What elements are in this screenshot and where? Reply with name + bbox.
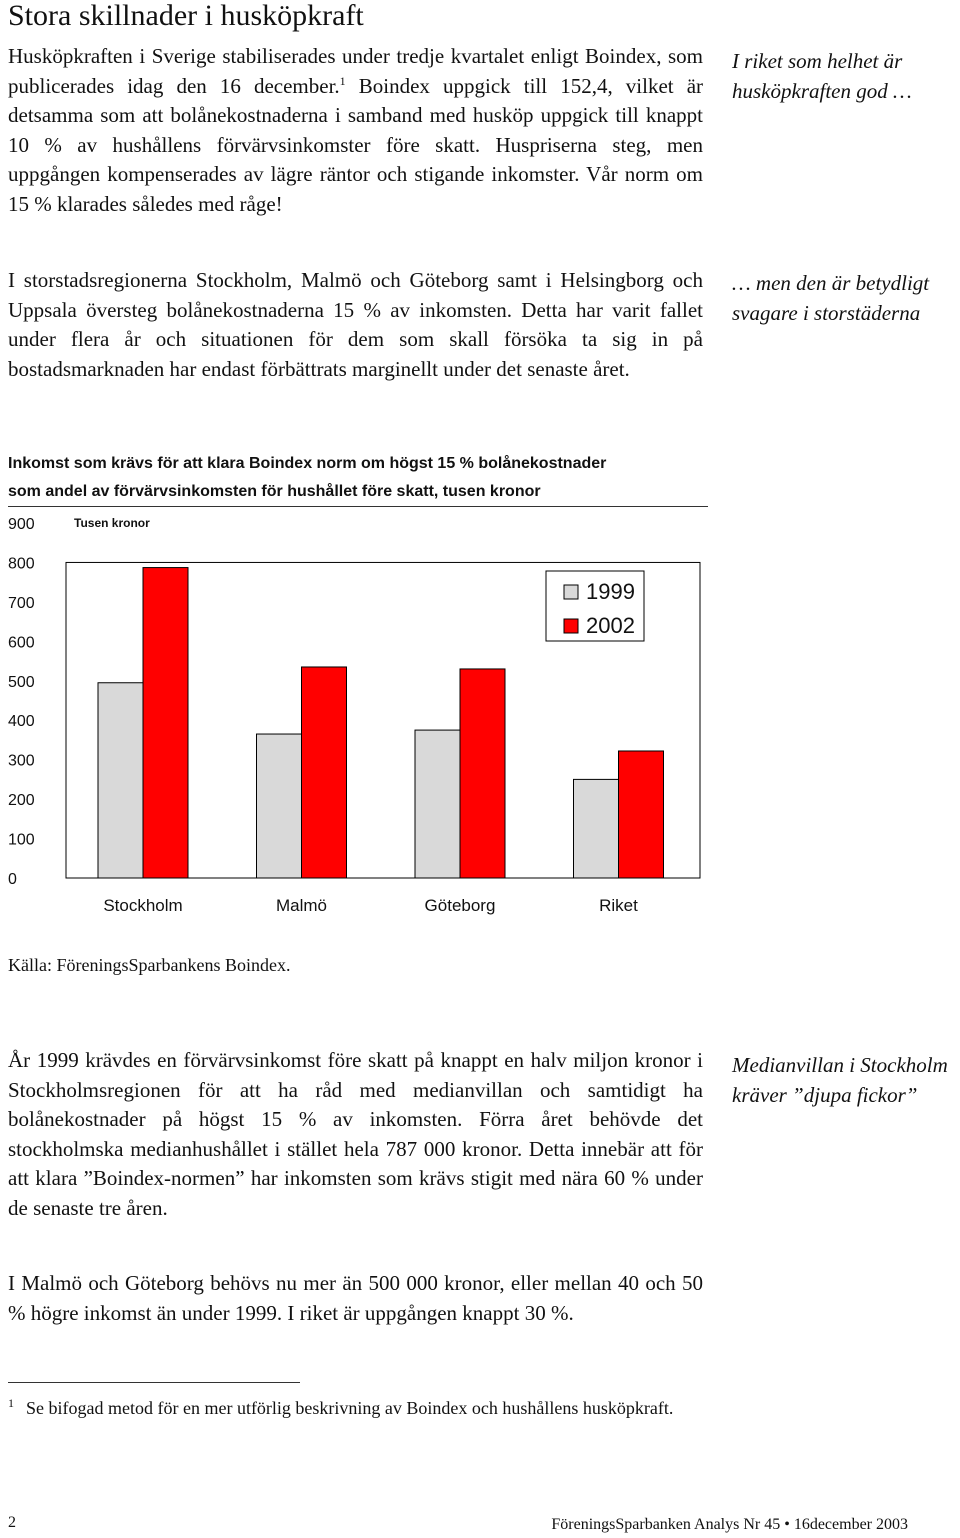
regions-paragraph: I storstadsregionerna Stockholm, Malmö och Göteborg samt i Helsingborg och Uppsala översteg bolånekostnaderna 15 % av inkomsten. Detta har varit fallet under flera år och situationen för dem som skall försöka ta sig in på bostadsmarknaden har endast förbättrats marginellt under det senaste året. bbox=[8, 268, 703, 381]
x-tick-label: Riket bbox=[599, 896, 638, 915]
y-tick-label: 300 bbox=[8, 752, 35, 770]
footnote bbox=[8, 1390, 688, 1422]
y-tick-label: 100 bbox=[8, 831, 35, 849]
margin-note-riket: I riket som helhet är husköpkraften god … bbox=[732, 49, 912, 103]
bar-2002-0 bbox=[143, 568, 188, 878]
bar-2002-1 bbox=[302, 667, 347, 878]
y-tick-label: 800 bbox=[8, 555, 35, 573]
bar-1999-2 bbox=[415, 730, 460, 878]
y-tick-label: 600 bbox=[8, 634, 35, 652]
legend-swatch bbox=[564, 619, 578, 633]
x-tick-label: Göteborg bbox=[424, 896, 496, 915]
footnote-divider bbox=[8, 1382, 300, 1383]
legend-label: 2002 bbox=[586, 613, 635, 638]
margin-note-medianvillan: Medianvillan i Stockholm kräver ”djupa fickor” bbox=[732, 1053, 948, 1107]
chart-heading-line1: Inkomst som krävs för att klara Boindex norm om högst 15 % bolånekostnader bbox=[8, 455, 607, 472]
footnote-text: Se bifogad metod för en mer utförlig beskrivning av Boindex och hushållens husköpkraft. bbox=[26, 1398, 674, 1418]
x-tick-label: Malmö bbox=[275, 896, 328, 915]
y-tick-label: 900 bbox=[8, 516, 35, 533]
chart-heading bbox=[8, 450, 708, 507]
bar-2002-2 bbox=[460, 669, 505, 878]
footnote-number: 1 bbox=[8, 1396, 14, 1410]
x-tick-label: Stockholm bbox=[103, 896, 183, 915]
bar-1999-1 bbox=[257, 734, 302, 878]
y-tick-label: 500 bbox=[8, 673, 35, 691]
margin-note-storstader: … men den är betydligt svagare i storstäderna bbox=[732, 271, 930, 325]
bar-1999-3 bbox=[574, 779, 619, 878]
source-note: Källa: FöreningsSparbankens Boindex. bbox=[8, 955, 291, 975]
y-tick-label: 700 bbox=[8, 594, 35, 612]
bar-2002-3 bbox=[619, 751, 664, 878]
y-tick-label: 0 bbox=[8, 871, 17, 888]
y-tick-label: 200 bbox=[8, 792, 35, 810]
footnote-ref: 1 bbox=[339, 73, 346, 88]
intro-text-b: Boindex uppgick till 152,4, vilket är detsamma som att bolånekostnaderna i samband med husköp uppgick till knappt 10 % av hushållens förvärvsinkomster före skatt. Huspriserna steg, men uppgången kompenserades av lägre räntor och stigande inkomster. Vår norm om 15 % klarades således med råge! bbox=[8, 73, 704, 216]
legend-swatch bbox=[564, 585, 578, 599]
income-bar-chart bbox=[0, 505, 720, 925]
stockholm-paragraph: År 1999 krävdes en förvärvsinkomst före skatt på knappt en halv miljon kronor i Stockholmsregionen för att ha råd med medianvillan och samtidigt ha bolånekostnader på högst 15 % av inkomsten. Förra året behövde det stockholmska medianhushållet i stället hela 787 000 kronor. Detta innebär att för att klara ”Boindex-normen” har inkomsten som krävs stigit med nära 60 % under de senaste tre åren. bbox=[8, 1048, 703, 1220]
page-number: 2 bbox=[8, 1514, 16, 1531]
page-title: Stora skillnader i husköpkraft bbox=[8, 0, 364, 32]
y-tick-label: 400 bbox=[8, 713, 35, 731]
intro-paragraph bbox=[8, 42, 703, 219]
chart-heading-line2: som andel av förvärvsinkomsten för hushållet före skatt, tusen kronor bbox=[8, 478, 708, 507]
intro-text-a: Husköpkraften i Sverige stabiliserades under tredje kvartalet enligt Boindex, som publicerades idag den 16 december. bbox=[8, 44, 703, 98]
footer-publication: FöreningsSparbanken Analys Nr 45 • 16december 2003 bbox=[551, 1516, 908, 1533]
malmo-goteborg-paragraph: I Malmö och Göteborg behövs nu mer än 500 000 kronor, eller mellan 40 och 50 % högre inkomst än under 1999. I riket är uppgången knappt 30 %. bbox=[8, 1271, 703, 1325]
unit-label: Tusen kronor bbox=[74, 516, 150, 530]
legend-label: 1999 bbox=[586, 579, 635, 604]
bar-1999-0 bbox=[98, 683, 143, 878]
